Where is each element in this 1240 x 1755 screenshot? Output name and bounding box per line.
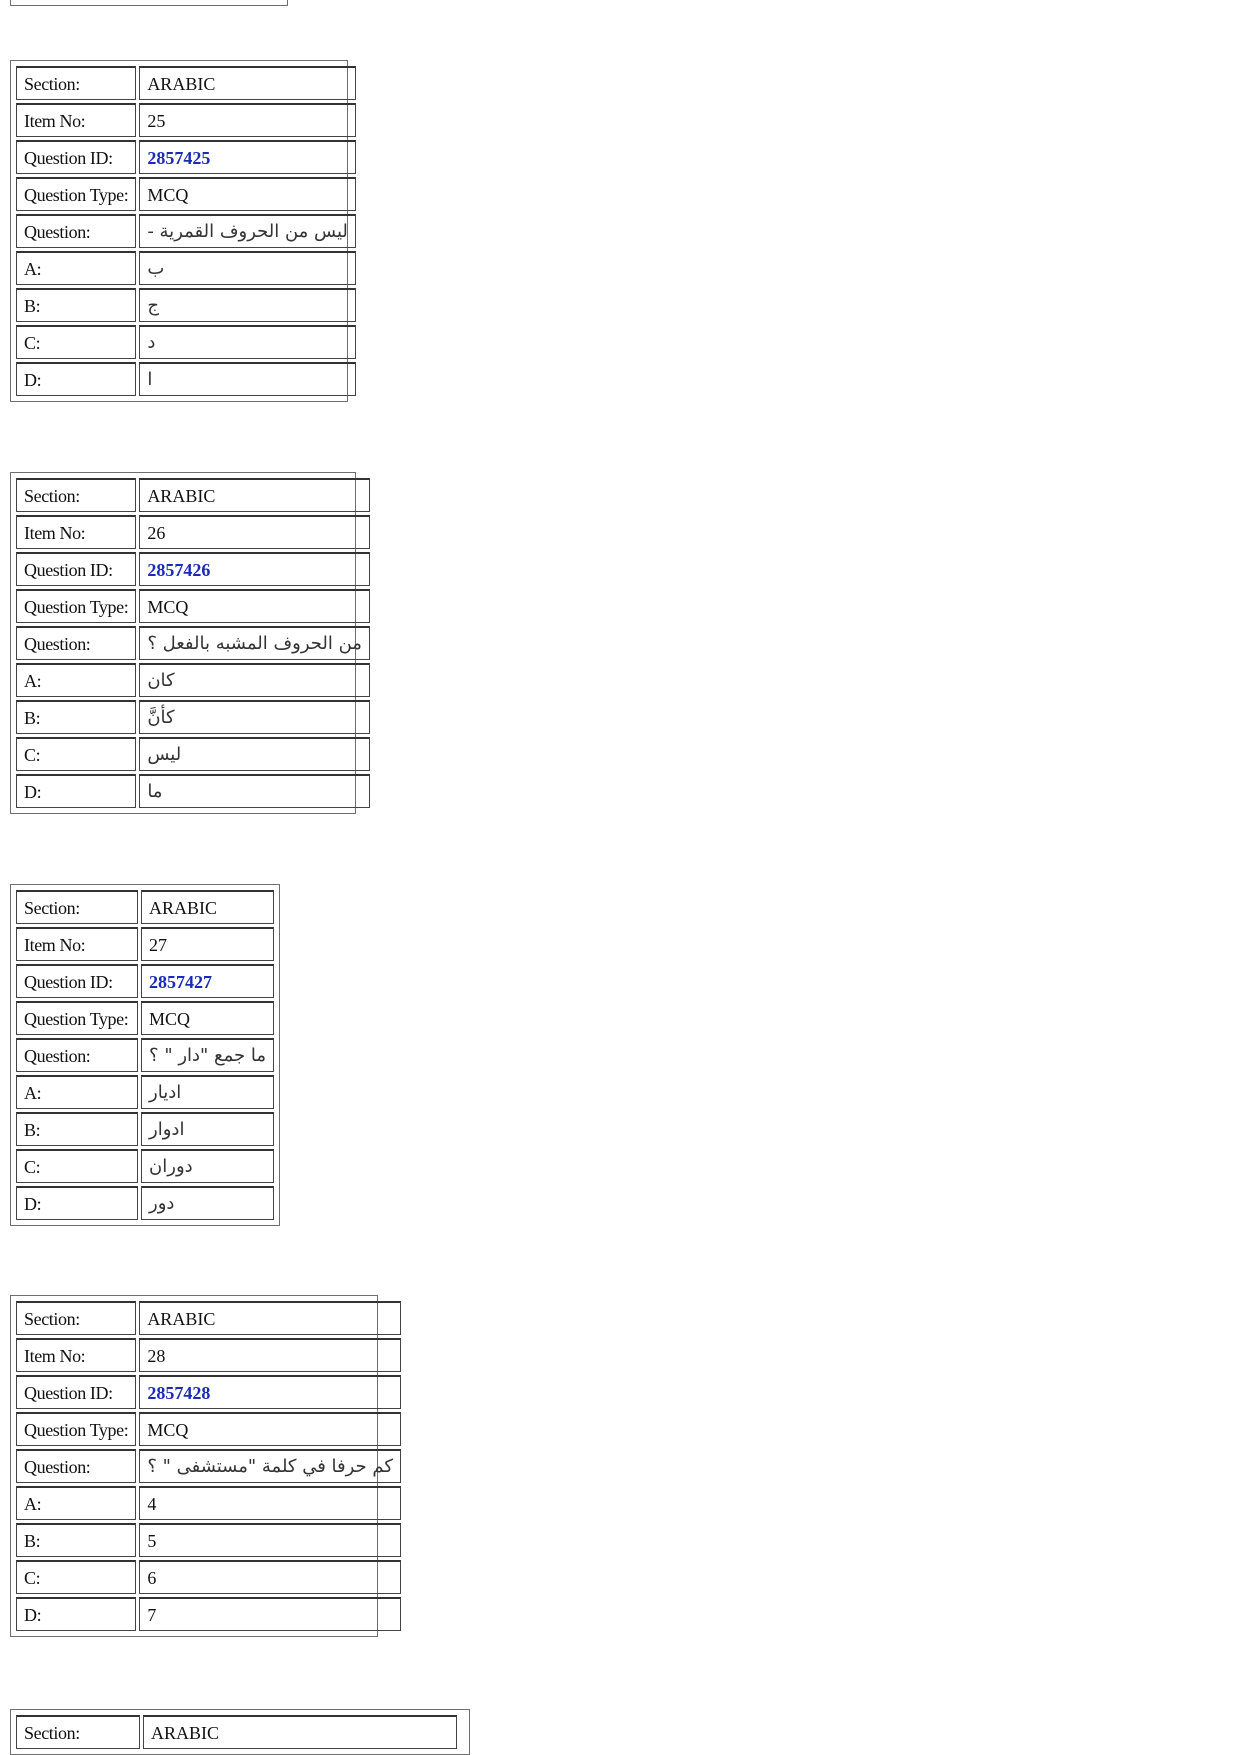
option-b-value: كأنَّ	[139, 700, 370, 734]
question-type-value: MCQ	[139, 1412, 401, 1446]
item-no-label: Item No:	[16, 927, 138, 961]
question-id-row	[16, 1375, 401, 1409]
question-type-value: MCQ	[139, 589, 370, 623]
item-no-label: Item No:	[16, 103, 136, 137]
section-value: ARABIC	[139, 66, 356, 100]
question-id-label: Question ID:	[16, 552, 136, 586]
option-d-row	[16, 1186, 274, 1220]
option-a-value: اديار	[141, 1075, 274, 1109]
section-value: ARABIC	[139, 478, 370, 512]
question-type-row	[16, 589, 370, 623]
question-id-row	[16, 552, 370, 586]
option-b-label: B:	[16, 1523, 136, 1557]
option-c-row	[16, 1149, 274, 1183]
option-a-row	[16, 663, 370, 697]
question-label: Question:	[16, 626, 136, 660]
question-type-row	[16, 1412, 401, 1446]
item-no-label: Item No:	[16, 1338, 136, 1372]
section-row	[16, 1301, 401, 1335]
question-id-value: 2857427	[141, 964, 274, 998]
item-no-value: 28	[139, 1338, 401, 1372]
option-c-row	[16, 325, 356, 359]
option-d-label: D:	[16, 362, 136, 396]
section-label: Section:	[16, 890, 138, 924]
option-c-label: C:	[16, 1560, 136, 1594]
item-no-row	[16, 515, 370, 549]
option-b-row	[16, 288, 356, 322]
section-row	[16, 1715, 457, 1749]
section-value: ARABIC	[139, 1301, 401, 1335]
question-id-value: 2857426	[139, 552, 370, 586]
item-no-row	[16, 1338, 401, 1372]
option-d-label: D:	[16, 1186, 138, 1220]
question-id-value: 2857425	[139, 140, 356, 174]
question-table-26	[10, 472, 362, 814]
option-c-row	[16, 1560, 401, 1594]
option-c-label: C:	[16, 325, 136, 359]
option-c-value: ليس	[139, 737, 370, 771]
question-id-label: Question ID:	[16, 140, 136, 174]
question-table-28	[10, 1295, 393, 1637]
item-no-row	[16, 103, 356, 137]
item-no-value: 27	[141, 927, 274, 961]
question-table-partial	[10, 0, 288, 6]
question-id-label: Question ID:	[16, 964, 138, 998]
option-b-row	[16, 1112, 274, 1146]
section-value: ARABIC	[143, 1715, 457, 1749]
option-d-value: 7	[139, 1597, 401, 1631]
question-id-row	[16, 140, 356, 174]
question-label: Question:	[16, 214, 136, 248]
option-c-label: C:	[16, 1149, 138, 1183]
question-type-value: MCQ	[139, 177, 356, 211]
question-table-25	[10, 60, 348, 402]
question-type-label: Question Type:	[16, 177, 136, 211]
question-type-row	[16, 1001, 274, 1035]
option-b-value: ج	[139, 288, 356, 322]
question-row	[16, 1449, 401, 1483]
option-d-value: ما	[139, 774, 370, 808]
option-a-row	[16, 1486, 401, 1520]
question-table-27	[10, 884, 280, 1226]
question-type-label: Question Type:	[16, 589, 136, 623]
option-c-label: C:	[16, 737, 136, 771]
option-b-row	[16, 1523, 401, 1557]
option-b-label: B:	[16, 700, 136, 734]
question-label: Question:	[16, 1038, 138, 1072]
question-type-label: Question Type:	[16, 1001, 138, 1035]
question-table-partial-bottom	[10, 1709, 470, 1755]
option-a-label: A:	[16, 1075, 138, 1109]
option-b-value: 5	[139, 1523, 401, 1557]
section-label: Section:	[16, 478, 136, 512]
option-d-label: D:	[16, 774, 136, 808]
option-b-value: ادوار	[141, 1112, 274, 1146]
section-label: Section:	[16, 1301, 136, 1335]
option-a-label: A:	[16, 1486, 136, 1520]
option-d-value: دور	[141, 1186, 274, 1220]
section-label: Section:	[16, 1715, 140, 1749]
option-b-label: B:	[16, 288, 136, 322]
section-row	[16, 478, 370, 512]
question-text: ليس من الحروف القمرية -	[139, 214, 356, 248]
option-c-value: د	[139, 325, 356, 359]
question-type-row	[16, 177, 356, 211]
question-text: من الحروف المشبه بالفعل ؟	[139, 626, 370, 660]
option-a-row	[16, 251, 356, 285]
question-text: ما جمع "دار " ؟	[141, 1038, 274, 1072]
option-d-row	[16, 1597, 401, 1631]
option-a-value: 4	[139, 1486, 401, 1520]
option-d-row	[16, 362, 356, 396]
question-type-label: Question Type:	[16, 1412, 136, 1446]
option-a-label: A:	[16, 251, 136, 285]
section-value: ARABIC	[141, 890, 274, 924]
section-label: Section:	[16, 66, 136, 100]
option-a-value: ب	[139, 251, 356, 285]
question-id-value: 2857428	[139, 1375, 401, 1409]
question-id-label: Question ID:	[16, 1375, 136, 1409]
question-text: كم حرفا في كلمة "مستشفى " ؟	[139, 1449, 401, 1483]
question-row	[16, 1038, 274, 1072]
option-a-row	[16, 1075, 274, 1109]
option-a-value: كان	[139, 663, 370, 697]
option-c-row	[16, 737, 370, 771]
option-b-row	[16, 700, 370, 734]
option-a-label: A:	[16, 663, 136, 697]
question-type-value: MCQ	[141, 1001, 274, 1035]
question-label: Question:	[16, 1449, 136, 1483]
option-b-label: B:	[16, 1112, 138, 1146]
question-row	[16, 626, 370, 660]
section-row	[16, 66, 356, 100]
question-id-row	[16, 964, 274, 998]
section-row	[16, 890, 274, 924]
item-no-value: 25	[139, 103, 356, 137]
item-no-row	[16, 927, 274, 961]
option-d-row	[16, 774, 370, 808]
question-row	[16, 214, 356, 248]
option-d-value: ا	[139, 362, 356, 396]
option-c-value: 6	[139, 1560, 401, 1594]
option-c-value: دوران	[141, 1149, 274, 1183]
item-no-label: Item No:	[16, 515, 136, 549]
item-no-value: 26	[139, 515, 370, 549]
option-d-label: D:	[16, 1597, 136, 1631]
